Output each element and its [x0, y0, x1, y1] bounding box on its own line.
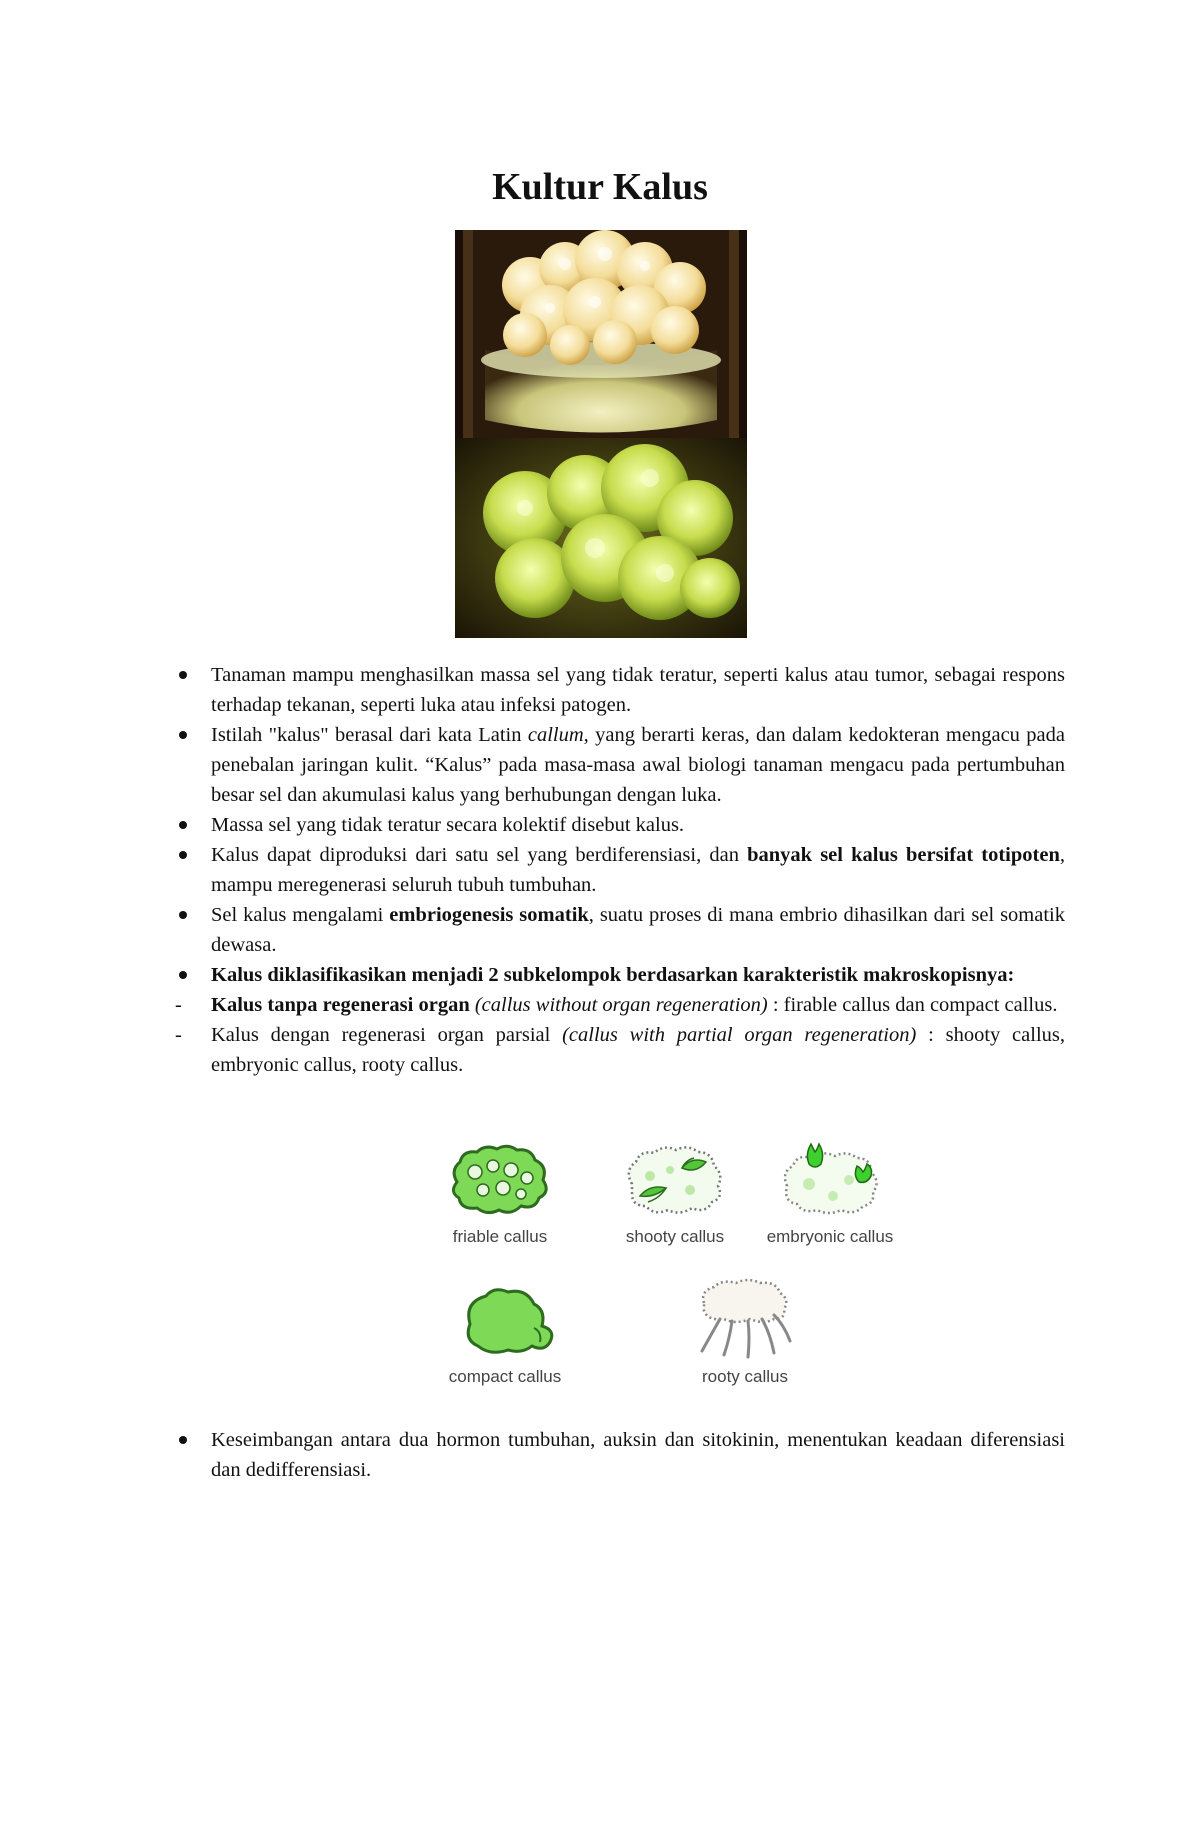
bullet-bold-text: Kalus diklasifikasikan menjadi 2 subkelompok berdasarkan karakteristik makroskopisnya:	[211, 964, 1015, 986]
bullet-text: , suatu proses di mana embrio dihasilkan dari sel somatik dewasa.	[211, 904, 1065, 956]
caption-shooty-callus: shooty callus	[625, 1227, 725, 1246]
sub-list	[175, 990, 1065, 1080]
list-item	[175, 900, 1065, 960]
embryonic-callus-figure	[750, 1140, 910, 1247]
caption-friable-callus: friable callus	[452, 1227, 548, 1246]
dash-marker: -	[175, 1024, 182, 1046]
sub-text: : shooty callus, embryonic callus, rooty callus.	[211, 1024, 1065, 1076]
callus-types-figure	[420, 1140, 940, 1400]
sub-bold-text: Kalus tanpa regenerasi organ	[211, 994, 470, 1016]
caption-embryonic-callus: embryonic callus	[766, 1227, 894, 1246]
sub-text: : firable callus dan compact callus.	[767, 994, 1058, 1016]
list-item	[175, 960, 1065, 990]
caption-compact-callus: compact callus	[448, 1367, 562, 1386]
bullet-text: Tanaman mampu menghasilkan massa sel yang tidak teratur, seperti kalus atau tumor, sebagai respons terhadap tekanan, seperti luka atau infeksi patogen.	[211, 664, 1065, 716]
callus-jar-photo	[455, 230, 747, 438]
bullet-text: Massa sel yang tidak teratur secara kolektif disebut kalus.	[211, 814, 685, 836]
bullet-text: , yang berarti keras, dan dalam kedokteran mengacu pada penebalan jaringan kulit. “Kalus” pada masa-masa awal biologi tanaman mengacu pada pertumbuhan besar sel dan akumulasi kalus yang berhubungan dengan luka.	[211, 724, 1065, 806]
sub-list-item	[175, 1020, 1065, 1080]
bullet-bold-text: embriogenesis somatik	[389, 904, 589, 926]
bullet-text: , mampu meregenerasi seluruh tubuh tumbuhan.	[211, 844, 1065, 896]
bullet-italic-text: callum	[527, 724, 584, 746]
embryonic-callus-icon	[775, 1140, 885, 1220]
bullet-text: Istilah "kalus" berasal dari kata Latin	[211, 724, 528, 746]
bullet-list	[175, 660, 1065, 1080]
list-item	[175, 720, 1065, 810]
bullet-bold-text: banyak sel kalus bersifat totipoten	[747, 844, 1060, 866]
friable-callus-icon	[445, 1140, 555, 1220]
sub-italic-text: (callus without organ regeneration)	[474, 994, 768, 1016]
bullet-text: Sel kalus mengalami	[211, 904, 390, 926]
list-item	[175, 810, 1065, 840]
sub-list-item	[175, 990, 1065, 1020]
compact-callus-figure	[430, 1280, 580, 1387]
shooty-callus-figure	[615, 1140, 735, 1247]
green-callus-photo	[455, 438, 747, 638]
page-title: Kultur Kalus	[492, 166, 708, 208]
friable-callus-figure	[440, 1140, 560, 1247]
sub-text: Kalus dengan regenerasi organ parsial	[211, 1024, 563, 1046]
caption-rooty-callus: rooty callus	[702, 1367, 788, 1386]
list-item	[175, 840, 1065, 900]
bullet-text: Keseimbangan antara dua hormon tumbuhan, auksin dan sitokinin, menentukan keadaan diferensiasi dan dedifferensiasi.	[211, 1429, 1065, 1481]
list-item	[175, 660, 1065, 720]
bullet-list-final	[175, 1425, 1065, 1485]
compact-callus-icon	[450, 1280, 560, 1360]
list-item	[175, 1425, 1065, 1485]
rooty-callus-icon	[690, 1275, 800, 1360]
bullet-text: Kalus dapat diproduksi dari satu sel yang berdiferensiasi, dan	[211, 844, 748, 866]
rooty-callus-figure	[680, 1275, 810, 1387]
shooty-callus-icon	[620, 1140, 730, 1220]
sub-italic-text: (callus with partial organ regeneration)	[562, 1024, 917, 1046]
dash-marker: -	[175, 994, 182, 1016]
